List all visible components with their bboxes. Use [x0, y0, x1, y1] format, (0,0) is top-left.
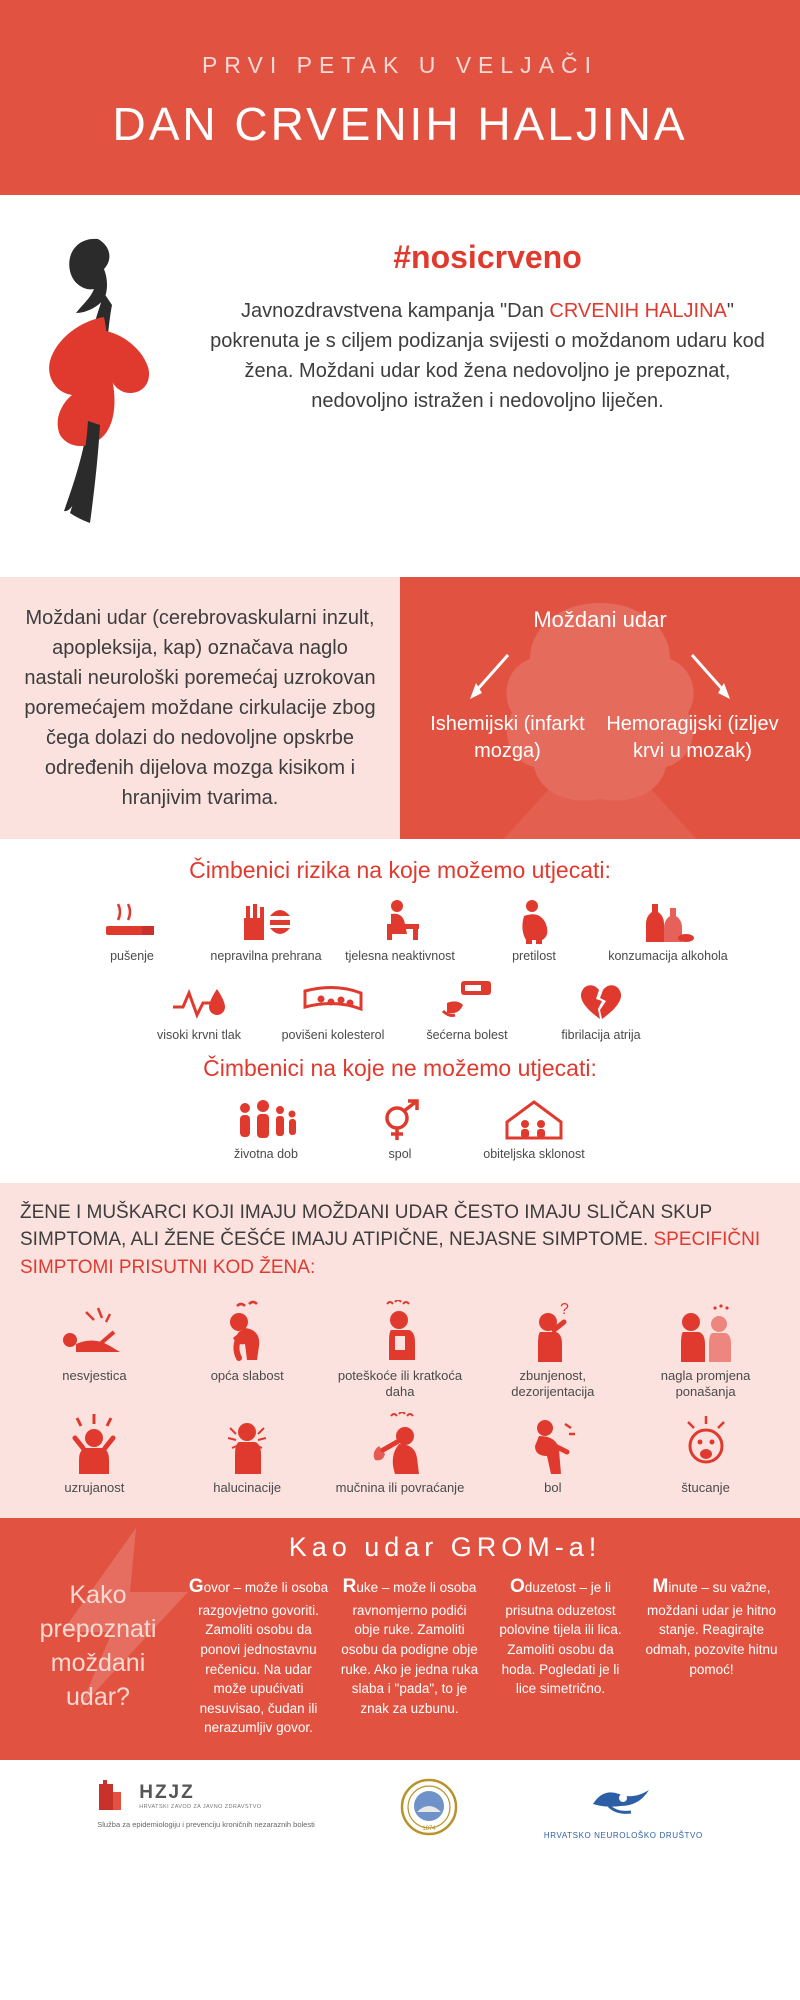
risk-label: nepravilna prehrana: [210, 949, 322, 963]
risk-label: obiteljska sklonost: [483, 1147, 585, 1162]
hallucination-icon: [173, 1408, 322, 1474]
grom-text-m: inute – su važne, moždani udar je hitno stanje. Reagirajte odmah, pozovite hitnu pomoć!: [645, 1580, 778, 1677]
arrow-left-icon: [460, 649, 520, 705]
arrow-right-icon: [680, 649, 740, 705]
intro-text-1: Javnozdravstvena kampanja "Dan: [241, 300, 550, 322]
definition-section: [0, 577, 800, 839]
risk-row-1: [20, 896, 780, 965]
symptoms-lead: [20, 1199, 780, 1282]
symptom-label: zbunjenost, dezorijentacija: [511, 1367, 595, 1399]
symptoms-section: [0, 1183, 800, 1518]
glucose-test-icon: [403, 975, 531, 1023]
risk-item: [269, 975, 397, 1044]
symptom-item: [20, 1296, 169, 1401]
stroke-type-ischemic: Ishemijski (infarkt mozga): [430, 713, 585, 762]
symptom-label: nesvjestica: [62, 1367, 127, 1383]
stroke-type-hemorrhagic: Hemoragijski (izljev krvi u mozak): [606, 713, 779, 762]
risk-label: tjelesna neaktivnost: [345, 949, 455, 963]
hzjz-logo-block: [97, 1778, 315, 1831]
risk-item: [470, 896, 598, 965]
grom-body: [18, 1573, 782, 1737]
grom-letter-o: O: [509, 1576, 525, 1598]
sitting-person-icon: [336, 896, 464, 944]
page-title: DAN CRVENIH HALJINA: [112, 98, 688, 150]
hnd-caption: HRVATSKO NEUROLOŠKO DRUŠTVO: [543, 1830, 703, 1840]
pain-icon: [478, 1408, 627, 1474]
risk-label: pretilost: [512, 949, 556, 963]
obese-person-icon: [470, 896, 598, 944]
symptom-label: uzrujanost: [64, 1480, 125, 1496]
hzjz-subtitle: HRVATSKI ZAVOD ZA JAVNO ZDRAVSTVO: [139, 1803, 262, 1810]
svg-text:1874: 1874: [422, 1825, 437, 1832]
intro-section: [0, 195, 800, 577]
alcohol-bottles-icon: [604, 896, 732, 944]
risk-label: pušenje: [110, 949, 154, 963]
grom-letter-m: M: [652, 1576, 669, 1598]
hnd-logo-block: [544, 1778, 703, 1840]
symptom-row-1: [20, 1296, 780, 1401]
grom-letter-r: R: [342, 1576, 357, 1598]
risk-item: [202, 1094, 330, 1163]
breathing-difficulty-icon: [326, 1296, 475, 1362]
risk-row-3: [20, 1094, 780, 1163]
hzjz-mark-icon: [97, 1778, 131, 1814]
cholesterol-artery-icon: [269, 975, 397, 1023]
intro-highlight: CRVENIH HALJINA: [549, 300, 727, 322]
agitation-icon: [20, 1408, 169, 1474]
symptom-label: bol: [544, 1480, 562, 1496]
modifiable-risks-title: Čimbenici rizika na koje možemo utjecati:: [189, 857, 611, 883]
symptom-item: [326, 1408, 475, 1496]
risk-label: životna dob: [234, 1147, 298, 1162]
symptom-item: [478, 1296, 627, 1401]
risk-item: [403, 975, 531, 1044]
grom-column-o: [490, 1573, 631, 1737]
symptom-label: štucanje: [681, 1480, 730, 1496]
svg-text:?: ?: [559, 1300, 569, 1318]
cigarette-icon: [68, 896, 196, 944]
broken-heart-icon: [537, 975, 665, 1023]
behaviour-change-icon: [631, 1296, 780, 1362]
header-kicker: PRVI PETAK U VELJAČI: [201, 52, 599, 78]
arrow-row: [418, 649, 782, 705]
risk-item: [470, 1094, 598, 1163]
risk-label: spol: [388, 1147, 412, 1162]
weakness-icon: [173, 1296, 322, 1362]
risk-label: povišeni kolesterol: [281, 1027, 385, 1042]
symptom-item: [173, 1296, 322, 1401]
grom-letter-g: G: [188, 1576, 204, 1598]
symptoms-lead-text: ŽENE I MUŠKARCI KOJI IMAJU MOŽDANI UDAR ČESTO IMAJU SLIČAN SKUP SIMPTOMA, ALI ŽENE ČEŠĆE IMAJU ATIPIČNE, NEJASNE SIMPTOME.: [20, 1201, 712, 1251]
grom-question: Kako prepoznati moždani udar?: [39, 1581, 157, 1711]
confusion-icon: [478, 1296, 627, 1362]
hzjz-name: HZJZ: [139, 1781, 195, 1803]
fainting-icon: [20, 1296, 169, 1362]
intro-text-2: " pokrenuta je s ciljem podizanja svijesti o moždanom udaru kod žena. Moždani udar kod žena nedovoljno je prepoznat, nedovoljno istražen i nedovoljno liječen.: [210, 300, 765, 412]
grom-column-m: [641, 1573, 782, 1737]
hiccup-icon: [631, 1408, 780, 1474]
grom-text-o: duzetost – je li prisutna oduzetost polovine tijela ili lica. Zamoliti osobu da hoda. Pogledati je li lice simetrično.: [499, 1580, 622, 1697]
symptom-label: opća slabost: [210, 1367, 284, 1383]
header-banner: [0, 0, 800, 195]
nonmodifiable-risks-title: Čimbenici na koje ne možemo utjecati:: [203, 1055, 597, 1082]
hld-seal-icon: [399, 1778, 459, 1836]
family-ages-icon: [202, 1094, 330, 1142]
hld-logo-block: [367, 1778, 492, 1858]
risk-label: šećerna bolest: [426, 1027, 508, 1042]
risk-item: [537, 975, 665, 1044]
definition-text: Moždani udar (cerebrovaskularni inzult, apopleksija, kap) označava naglo nastali neurološki poremećaj uzrokovan poremećajem moždane cirkulacije zbog čega dolazi do nedovoljne opskrbe određenih dijelova mozga kisikom i hranjivim tvarima.: [0, 577, 400, 839]
grom-title: Kao udar GROM-a!: [288, 1532, 602, 1563]
woman-red-dress-illustration: [20, 221, 195, 551]
family-house-icon: [470, 1094, 598, 1142]
gender-symbols-icon: [336, 1094, 464, 1142]
grom-section: [0, 1518, 800, 1759]
risk-item: [135, 975, 263, 1044]
risk-item: [202, 896, 330, 965]
symptom-label: poteškoće ili kratkoća daha: [337, 1367, 463, 1399]
risk-row-2: [20, 975, 780, 1044]
symptom-item: [631, 1296, 780, 1401]
footer-logos: [0, 1760, 800, 1880]
risk-label: konzumacija alkohola: [608, 949, 728, 963]
grom-text-g: ovor – može li osoba razgovjetno govoriti. Zamoliti osobu da ponovi jednostavnu rečenicu. Na udar može upućivati nesuvisao, čudan ili nerazumljiv govor.: [198, 1580, 329, 1736]
symptom-row-2: [20, 1408, 780, 1496]
symptom-label: mučnina ili povraćanje: [335, 1480, 465, 1496]
hnd-neuron-icon: [583, 1778, 663, 1822]
grom-column-g: [188, 1573, 329, 1737]
symptom-label: nagla promjena ponašanja: [660, 1367, 751, 1399]
symptom-item: [478, 1408, 627, 1496]
symptom-label: halucinacije: [213, 1480, 282, 1496]
intro-text-column: [205, 221, 770, 416]
symptoms-lead-highlight: SPECIFIČNI SIMPTOMI PRISUTNI KOD ŽENA:: [20, 1229, 761, 1278]
risk-item: [336, 1094, 464, 1163]
risk-factors-section: [0, 839, 800, 1183]
risk-item: [336, 896, 464, 965]
symptom-item: [173, 1408, 322, 1496]
symptom-item: [326, 1296, 475, 1401]
nausea-vomiting-icon: [326, 1408, 475, 1474]
risk-label: visoki krvni tlak: [156, 1027, 242, 1042]
grom-text-r: uke – može li osoba ravnomjerno podići obje ruke. Zamoliti osobu da podigne obje ruke. Ako je jedna ruka slaba i "pada", to je znak za uzbunu.: [340, 1580, 479, 1716]
stroke-types-panel: [400, 577, 800, 839]
junk-food-icon: [202, 896, 330, 944]
risk-item: [68, 896, 196, 965]
grom-column-r: [339, 1573, 480, 1737]
symptom-item: [20, 1408, 169, 1496]
risk-item: [604, 896, 732, 965]
risk-label: fibrilacija atrija: [561, 1027, 641, 1042]
intro-paragraph: [205, 296, 770, 416]
campaign-hashtag: #nosicrveno: [393, 239, 582, 275]
stroke-label: Moždani udar: [533, 607, 667, 632]
symptom-item: [631, 1408, 780, 1496]
blood-pressure-icon: [135, 975, 263, 1023]
hzjz-department-caption: Služba za epidemiologiju i prevenciju kroničnih nezaraznih bolesti: [97, 1819, 315, 1829]
